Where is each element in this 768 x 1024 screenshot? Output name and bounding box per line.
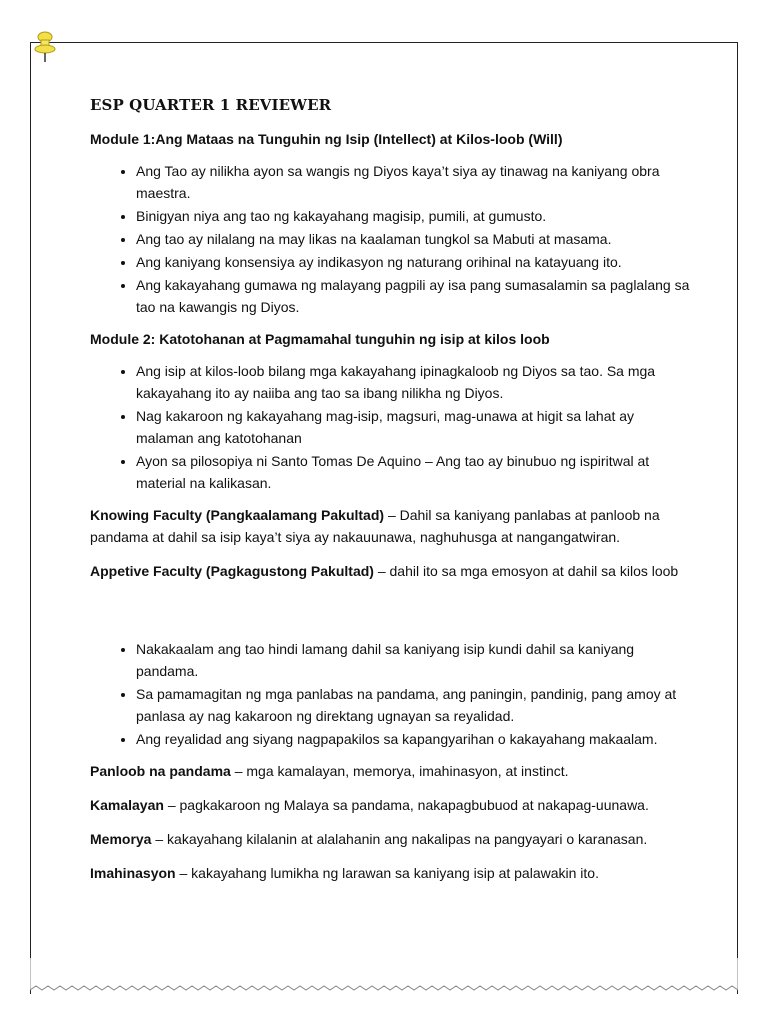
blank-space (90, 594, 690, 638)
list-item: • Nakakaalam ang tao hindi lamang dahil sa kaniyang isip kundi dahil sa kaniyang pandama. (136, 638, 690, 682)
definition-kamalayan (90, 794, 690, 816)
appetive-faculty-term: Appetive Faculty (Pagkagustong Pakultad) (90, 563, 374, 579)
list-item: • Nag kakaroon ng kakayahang mag-isip, magsuri, mag-unawa at higit sa lahat ay malaman ang katotohanan (136, 405, 690, 449)
definition-term: Imahinasyon (90, 865, 176, 881)
module-2-heading: Module 2: Katotohanan at Pagmamahal tunguhin ng isip at kilos loob (90, 331, 550, 347)
list-item: • Ang kaniyang konsensiya ay indikasyon ng naturang orihinal na katayuang ito. (136, 251, 690, 273)
knowing-faculty-text: – Dahil sa kaniyang panlabas at panloob na pandama at dahil sa isip kaya’t siya ay nakauunawa, naghuhusga at nangangatwiran. (90, 507, 660, 545)
list-item: • Ayon sa pilosopiya ni Santo Tomas De Aquino – Ang tao ay binubuo ng ispiritwal at material na kalikasan. (136, 450, 690, 494)
appetive-faculty-paragraph (90, 560, 690, 582)
torn-page-edge (30, 954, 738, 998)
list-item: • Ang reyalidad ang siyang nagpapakilos sa kapangyarihan o kakayahang makaalam. (136, 728, 690, 750)
list-item: • Ang Tao ay nilikha ayon sa wangis ng Diyos kaya’t siya ay tinawag na kaniyang obra maestra. (136, 160, 690, 204)
definition-imahinasyon (90, 862, 690, 884)
list-item: • Binigyan niya ang tao ng kakayahang magisip, pumili, at gumusto. (136, 205, 690, 227)
knowing-faculty-term: Knowing Faculty (Pangkaalamang Pakultad) (90, 507, 385, 523)
list-item: • Ang isip at kilos-loob bilang mga kakayahang ipinagkaloob ng Diyos sa tao. Sa mga kakayahang ito ay naiiba ang tao sa ibang nilikha ng Diyos. (136, 360, 690, 404)
module-2-list (90, 360, 690, 494)
definition-term: Panloob na pandama (90, 763, 231, 779)
definition-text: – mga kamalayan, memorya, imahinasyon, at instinct. (230, 763, 569, 779)
definition-text: – pagkakaroon ng Malaya sa pandama, nakapagbubuod at nakapag-uunawa. (163, 797, 649, 813)
module-1-list (90, 160, 690, 318)
senses-list (90, 638, 690, 750)
pushpin-icon (31, 30, 59, 64)
definition-text: – kakayahang lumikha ng larawan sa kaniyang isip at palawakin ito. (175, 865, 599, 881)
document-title: ESP QUARTER 1 REVIEWER (90, 96, 332, 114)
list-item: • Ang kakayahang gumawa ng malayang pagpili ay isa pang sumasalamin sa paglalang sa tao na kawangis ng Diyos. (136, 274, 690, 318)
definition-term: Memorya (90, 831, 152, 847)
module-1-heading: Module 1:Ang Mataas na Tunguhin ng Isip (Intellect) at Kilos-loob (Will) (90, 131, 563, 147)
knowing-faculty-paragraph (90, 504, 690, 548)
definition-term: Kamalayan (90, 797, 164, 813)
definition-text: – kakayahang kilalanin at alalahanin ang nakalipas na pangyayari o karanasan. (151, 831, 648, 847)
document-content (90, 94, 690, 896)
definition-memorya (90, 828, 690, 850)
definition-panloob (90, 760, 690, 782)
list-item: • Ang tao ay nilalang na may likas na kaalaman tungkol sa Mabuti at masama. (136, 228, 690, 250)
list-item: • Sa pamamagitan ng mga panlabas na pandama, ang paningin, pandinig, pang amoy at panlasa ay nag kakaroon ng direktang ugnayan sa reyalidad. (136, 683, 690, 727)
appetive-faculty-text: – dahil ito sa mga emosyon at dahil sa kilos loob (373, 563, 679, 579)
